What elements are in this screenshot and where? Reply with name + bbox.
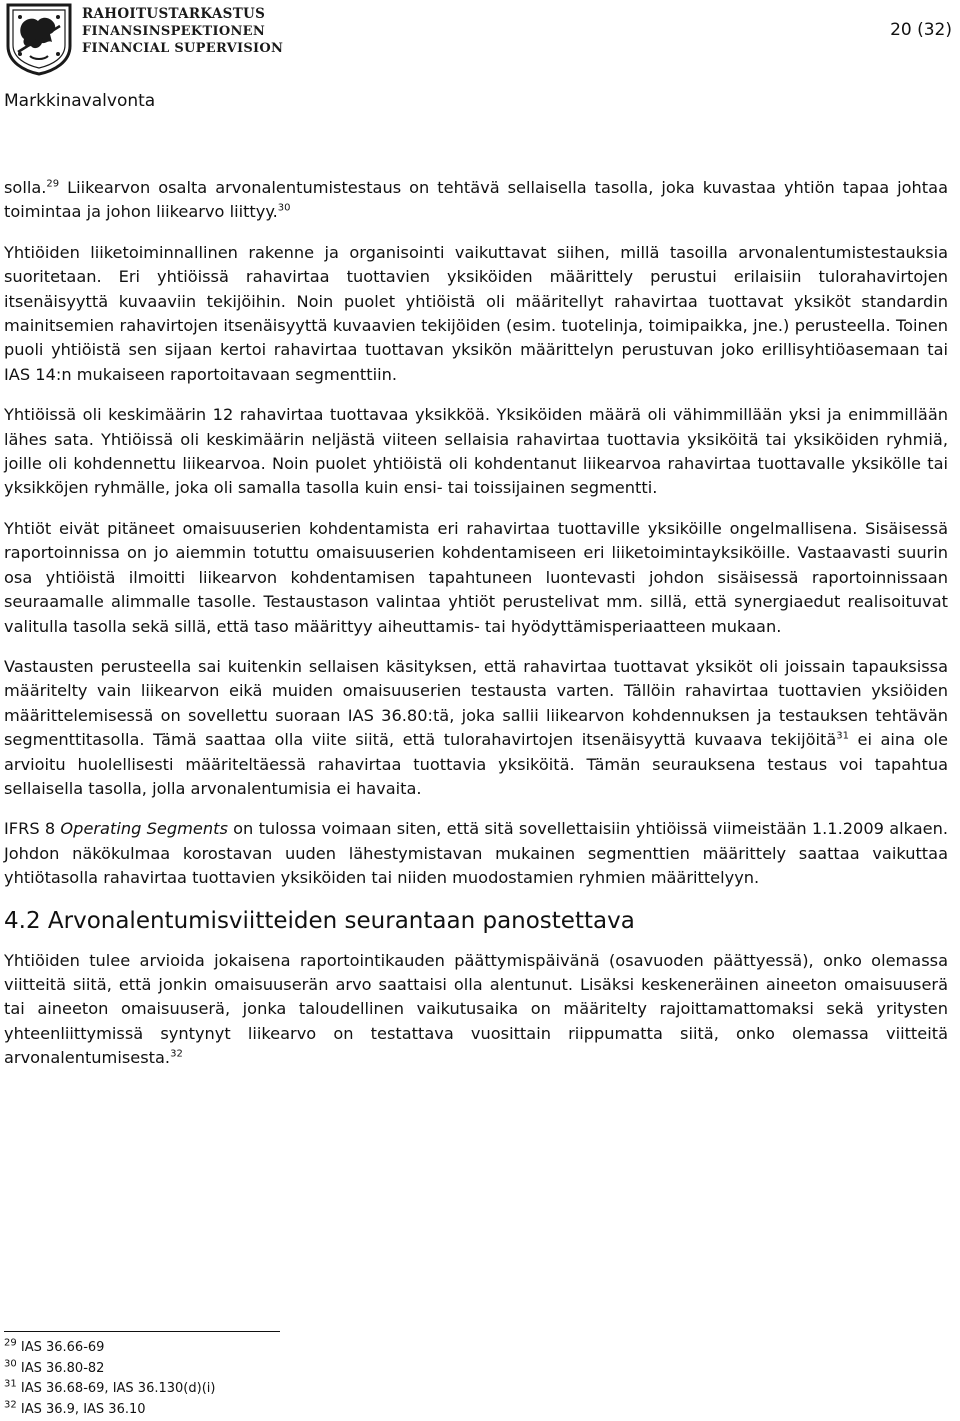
footnote-number: 29: [4, 1337, 17, 1349]
footnote-text: IAS 36.66-69: [20, 1340, 105, 1355]
paragraph-text: Liikearvon osalta arvonalentumistestaus on tehtävä sellaisella tasolla, joka kuvastaa yhtiön tapaa johtaa toimintaa ja johon liikearvo liittyy.: [4, 178, 948, 222]
footnote-text: IAS 36.80-82: [20, 1360, 105, 1376]
footnote-text: IAS 36.9, IAS 36.10: [20, 1401, 146, 1417]
footnote-divider: [4, 1331, 280, 1332]
footnote-ref[interactable]: 29: [46, 178, 60, 190]
paragraph-text: IFRS 8: [4, 819, 61, 839]
footnote-ref[interactable]: 32: [170, 1048, 183, 1060]
paragraph-5: [4, 655, 948, 801]
footnote: [4, 1379, 215, 1400]
paragraph-text: Yhtiöiden tulee arvioida jokaisena raportointikauden päättymispäivänä (osavuoden päättyessä), onko olemassa viitteitä siitä, että jonkin omaisuuserän arvo saattaisi olla alentunut. Lisäksi keskeneräinen aineeton omaisuuserä tai aineeton omaisuuserä, jonka taloudellinen vaikutusaika on määritelty rajoittamattomaksi sekä yritysten yhteenliittymissä syntynyt liikearvo on testattava vuosittain riippumatta siitä, onko olemassa viitteitä arvonalentumisesta.: [4, 950, 948, 1068]
logo-line-1: RAHOITUSTARKASTUS: [82, 6, 266, 22]
logo-line-2: FINANSINSPEKTIONEN: [82, 24, 266, 39]
logo-line-3: FINANCIAL SUPERVISION: [82, 41, 284, 56]
paragraph-text: on tulossa voimaan siten, että sitä sovellettaisiin yhtiöissä viimeistään 1.1.2009 alkaen. Johdon näkökulmaa korostavan uuden lähestymistavan mukainen segmenttien määrittely saattaa vaikuttaa yhtiötasolla rahavirtaa tuottavien yksiköiden tai niiden muodostamien ryhmien määrittelyyn.: [4, 819, 948, 888]
paragraph-3: Yhtiöissä oli keskimäärin 12 rahavirtaa tuottavaa yksikköä. Yksiköiden määrä oli vähimmillään yksi ja enimmillään lähes sata. Yhtiöissä oli keskimäärin neljästä viiteen sellaisia rahavirtaa tuottavia yksiköitä tai yksiköiden ryhmiä, joille oli kohdennettu liikearvoa. Noin puolet yhtiöistä oli kohdentanut liikearvoa rahavirtaa tuottavalle yksikölle tai yksikköjen ryhmälle, joka oli samalla tasolla kuin ensi- tai toissijainen segmentti.: [4, 405, 948, 498]
footnote-number: 30: [4, 1358, 17, 1370]
lion-seal-icon: [4, 2, 74, 76]
department-name: Markkinavalvonta: [4, 91, 156, 111]
paragraph-1: [4, 176, 948, 225]
footnote-ref[interactable]: 31: [836, 730, 849, 742]
footnote-number: 31: [4, 1378, 17, 1390]
footnote: [4, 1338, 215, 1359]
footnote-ref[interactable]: 30: [277, 203, 291, 215]
footnote-text: IAS 36.68-69, IAS 36.130(d)(i): [20, 1381, 216, 1396]
section-heading: 4.2 Arvonalentumisviitteiden seurantaan panostettava: [4, 907, 635, 934]
footnote: [4, 1400, 215, 1421]
footnotes: [4, 1338, 215, 1420]
footnote-number: 32: [4, 1399, 17, 1411]
document-body: [4, 176, 948, 1087]
italic-term: Operating Segments: [60, 819, 228, 839]
paragraph-6: [4, 817, 948, 890]
footnote: [4, 1359, 215, 1380]
paragraph-text: solla.: [4, 178, 47, 197]
page-header: [0, 0, 960, 120]
paragraph-2: Yhtiöiden liiketoiminnallinen rakenne ja organisointi vaikuttavat siihen, millä tasoilla arvonalentumistestauksia suoritetaan. Eri yhtiöissä rahavirtaa tuottavien yksiköiden määrittely perustui erilaisiin tulorahavirtojen itsenäisyyttä kuvaaviin tekijöihin. Noin puolet yhtiöistä oli määritellyt rahavirtaa tuottavat yksiköt standardin mainitsemien rahavirtojen itsenäisyyttä kuvaavien tekijöiden (esim. tuotelinja, toimipaikka, jne.) perusteella. Toinen puoli yhtiöistä sen sijaan kertoi rahavirtaa tuottavan yksikön määrittelyn perustuvan joko erillisyhtiöasemaan tai IAS 14:n mukaiseen raportoitavaan segmenttiin.: [4, 242, 948, 384]
logo: [4, 2, 304, 76]
paragraph-7: [4, 949, 948, 1071]
paragraph-text: Vastausten perusteella sai kuitenkin sellaisen käsityksen, että rahavirtaa tuottavat yksiköt oli joissain tapauksissa määritelty vain liikearvon eikä muiden omaisuuserien testausta varten. Tällöin rahavirtaa tuottavien yksiöiden määrittelemisessä on sovellettu suoraan IAS 36.80:tä, joka sallii liikearvon kohdennuksen ja testauksen tehtävän segmenttitasolla. Tämä saattaa olla viite siitä, että tulorahavirtojen itsenäisyyttä kuvaava tekijöitä: [4, 656, 948, 750]
page-number: 20 (32): [890, 20, 952, 40]
paragraph-text: ei aina ole arvioitu huolellisesti määriteltäessä rahavirtaa tuottavia yksiköitä. Tämän seurauksena testaus voi tapahtua sellaisella tasolla, jolla arvonalentumisia ei havaita.: [4, 730, 948, 798]
paragraph-4: Yhtiöt eivät pitäneet omaisuuserien kohdentamista eri rahavirtaa tuottaville yksiköille ongelmallisena. Sisäisessä raportoinnissa on jo aiemmin totuttu omaisuuserien kohdentamiseen eri liiketoimintayksiköille. Vastaavasti suurin osa yhtiöistä ilmoitti liikearvon kohdentamisen tapahtuneen luontevasti johdon sisäisessä raportoinnissaan seuraamalle alimmalle tasolle. Testaustason valintaa yhtiöt perustelivat mm. sillä, että synergiaedut realisoituvat valitulla tasolla sekä sillä, että taso määrittyy aiheuttamis- tai hyödyttämisperiaatteen mukaan.: [4, 518, 948, 636]
logo-wordmark: [82, 6, 283, 57]
